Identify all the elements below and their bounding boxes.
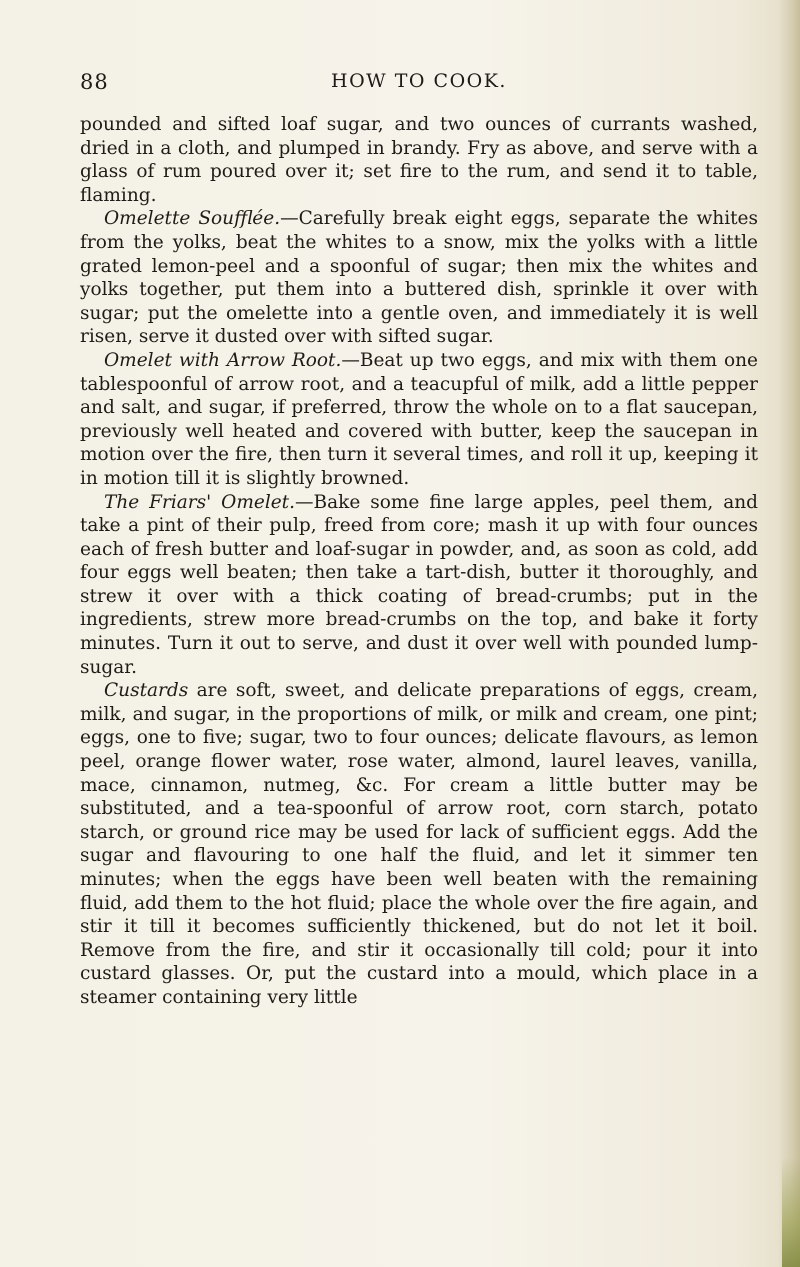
paragraph-text: pounded and sifted loaf sugar, and two ounces of currants washed, dried in a cloth, and plumped in brandy. Fry as above, and serve with a glass of rum poured over it; set fire to the rum, and send it to table, flaming. <box>80 114 758 206</box>
page-number: 88 <box>80 70 109 94</box>
recipe-omelette-souffle <box>80 207 758 349</box>
body-text <box>80 113 758 1010</box>
recipe-custards <box>80 679 758 1009</box>
page-heading: HOW TO COOK. <box>331 70 507 92</box>
recipe-text: —Bake some fine large apples, peel them, and take a pint of their pulp, freed from core; mash it up with four ounces each of fresh butter and loaf-sugar in powder, and, as soon as cold, add four eggs well beaten; then take a tart-dish, butter it thoroughly, and strew it over with a thick coating of bread-crumbs; put in the ingredients, strew more bread-crumbs on the top, and bake it forty minutes. Turn it out to serve, and dust it over well with pounded lump-sugar. <box>80 491 758 678</box>
recipe-title: Omelette Soufflée. <box>104 208 281 230</box>
recipe-friars-omelet <box>80 491 758 680</box>
recipe-text: —Beat up two eggs, and mix with them one tablespoonful of arrow root, and a teacupful of milk, add a little pepper and salt, and sugar, if preferred, throw the whole on to a flat saucepan, previously well heated and covered with butter, keep the saucepan in motion over the fire, then turn it several times, and roll it up, keeping it in motion till it is slightly browned. <box>80 349 758 489</box>
page-edge-shadow <box>778 0 800 1267</box>
page-edge-stain <box>782 1157 800 1267</box>
recipe-text: are soft, sweet, and delicate preparations of eggs, cream, milk, and sugar, in the proportions of milk, or milk and cream, one pint; eggs, one to five; sugar, two to four ounces; delicate flavours, as lemon peel, orange flower water, rose water, almond, laurel leaves, vanilla, mace, cinnamon, nutmeg, &c. For cream a little butter may be substituted, and a tea-spoonful of arrow root, corn starch, potato starch, or ground rice may be used for lack of sufficient eggs. Add the sugar and flavouring to one half the fluid, and let it simmer ten minutes; when the eggs have been well beaten with the remaining fluid, add them to the hot fluid; place the whole over the fire again, and stir it till it becomes sufficiently thickened, but do not let it boil. Remove from the fire, and stir it occasionally till cold; pour it into custard glasses. Or, put the custard into a mould, which place in a steamer containing very little <box>80 680 758 1008</box>
recipe-title: Omelet with Arrow Root. <box>104 349 342 371</box>
recipe-omelet-arrow-root <box>80 349 758 491</box>
recipe-title: The Friars' Omelet. <box>104 491 295 513</box>
recipe-title: Custards <box>104 680 189 702</box>
recipe-text: —Carefully break eight eggs, separate the whites from the yolks, beat the whites to a snow, mix the yolks with a little grated lemon-peel and a spoonful of sugar; then mix the whites and yolks together, put them into a buttered dish, sprinkle it over with sugar; put the omelette into a gentle oven, and immediately it is well risen, serve it dusted over with sifted sugar. <box>80 208 758 348</box>
running-head <box>80 70 758 100</box>
paragraph-continuation <box>80 113 758 207</box>
